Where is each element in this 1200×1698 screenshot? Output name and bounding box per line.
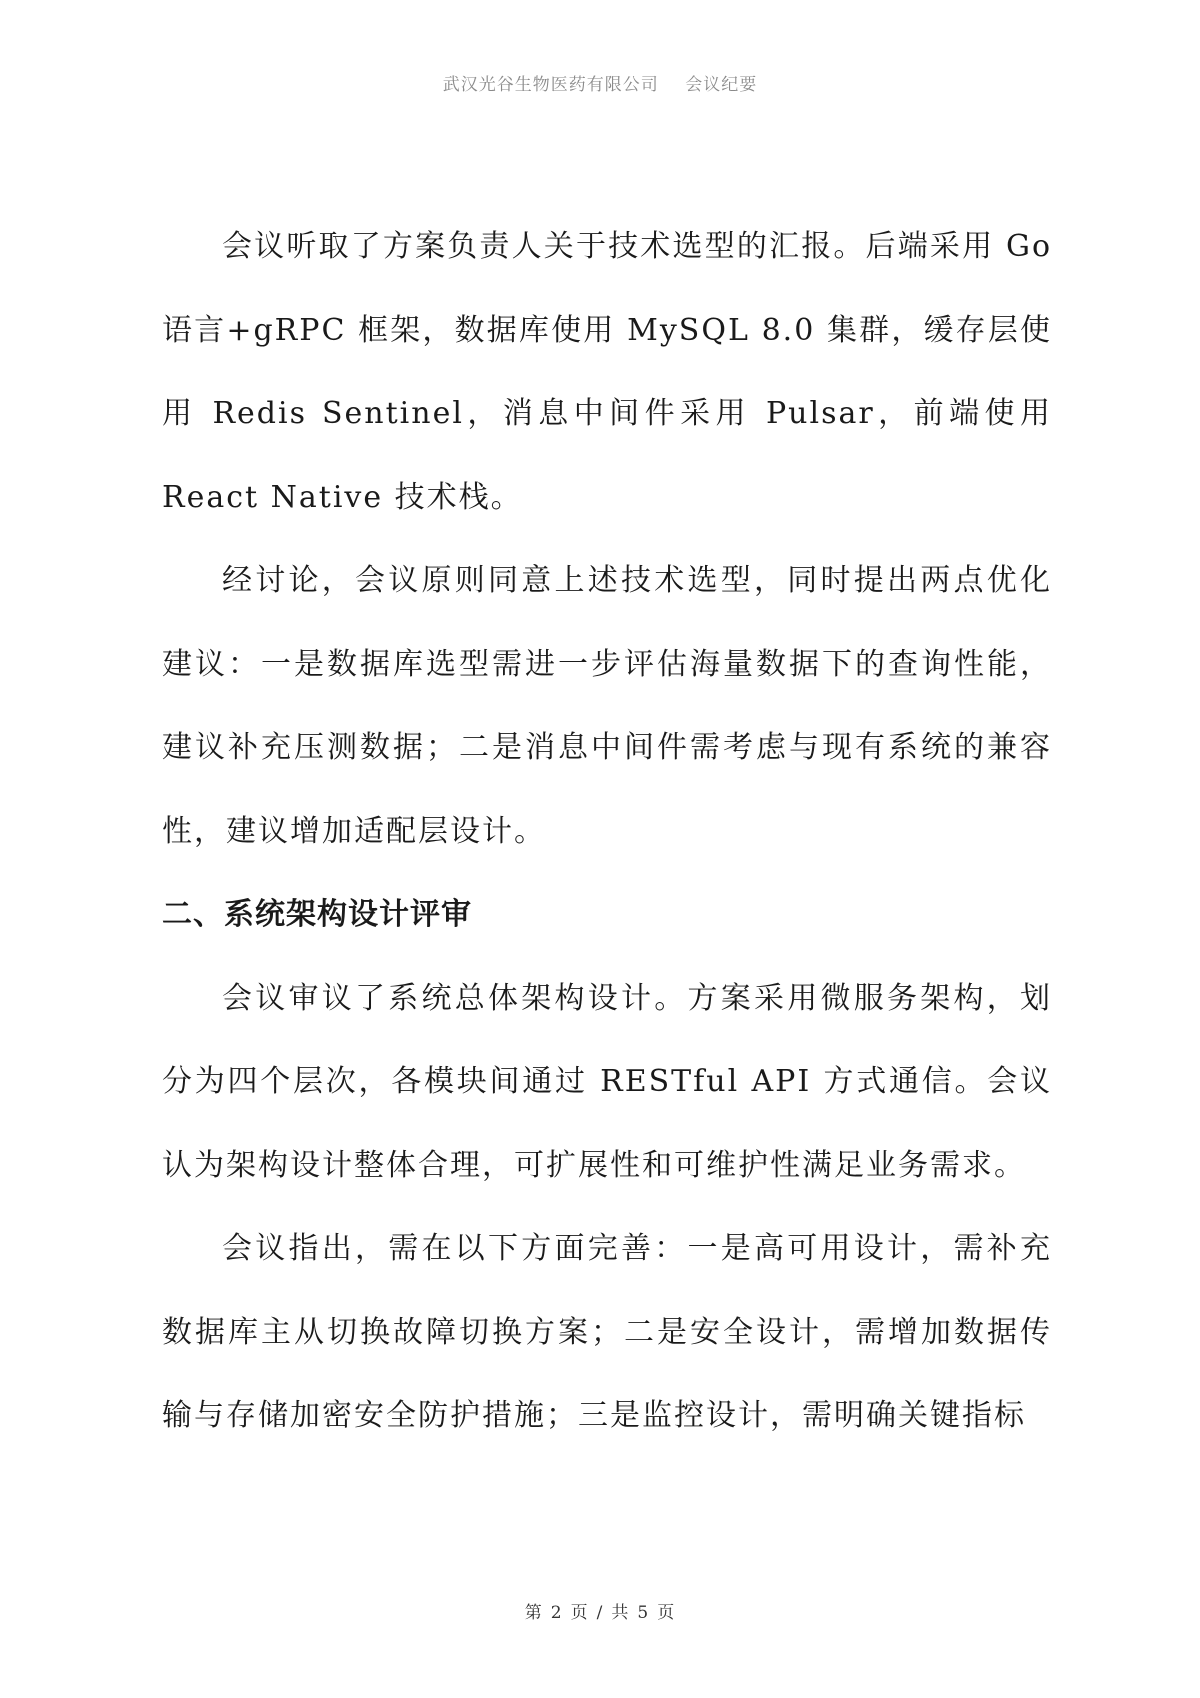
footer-total-prefix: 共 bbox=[611, 1603, 630, 1623]
document-body bbox=[162, 205, 1052, 1458]
body-paragraph: 会议听取了方案负责人关于技术选型的汇报。后端采用 Go 语言+gRPC 框架，数据库使用 MySQL 8.0 集群，缓存层使用 Redis Sentinel，消息中间件采用 Pulsar，前端使用 React Native 技术栈。 bbox=[162, 229, 1052, 515]
body-paragraph: 会议指出，需在以下方面完善：一是高可用设计，需补充数据库主从切换故障切换方案；二是安全设计，需增加数据传输与存储加密安全防护措施；三是监控设计，需明确关键指标 bbox=[162, 1231, 1052, 1433]
body-paragraph: 会议审议了系统总体架构设计。方案采用微服务架构，划分为四个层次，各模块间通过 RESTful API 方式通信。会议认为架构设计整体合理，可扩展性和可维护性满足业务需求。 bbox=[162, 980, 1052, 1183]
header-company: 武汉光谷生物医药有限公司 bbox=[442, 75, 659, 95]
footer-current-page: 2 bbox=[550, 1603, 563, 1623]
footer-page-prefix: 第 bbox=[524, 1603, 543, 1623]
footer-page-suffix: 页 bbox=[570, 1603, 589, 1623]
footer-total-pages: 5 bbox=[637, 1603, 650, 1623]
page-footer bbox=[0, 1598, 1200, 1623]
page-header bbox=[0, 70, 1200, 95]
footer-separator: / bbox=[596, 1603, 604, 1623]
footer-total-suffix: 页 bbox=[657, 1603, 676, 1623]
body-paragraph: 经讨论，会议原则同意上述技术选型，同时提出两点优化建议：一是数据库选型需进一步评估海量数据下的查询性能，建议补充压测数据；二是消息中间件需考虑与现有系统的兼容性，建议增加适配层设计。 bbox=[162, 563, 1052, 849]
header-doc-type: 会议纪要 bbox=[685, 75, 758, 95]
section-heading: 二、系统架构设计评审 bbox=[162, 897, 472, 932]
